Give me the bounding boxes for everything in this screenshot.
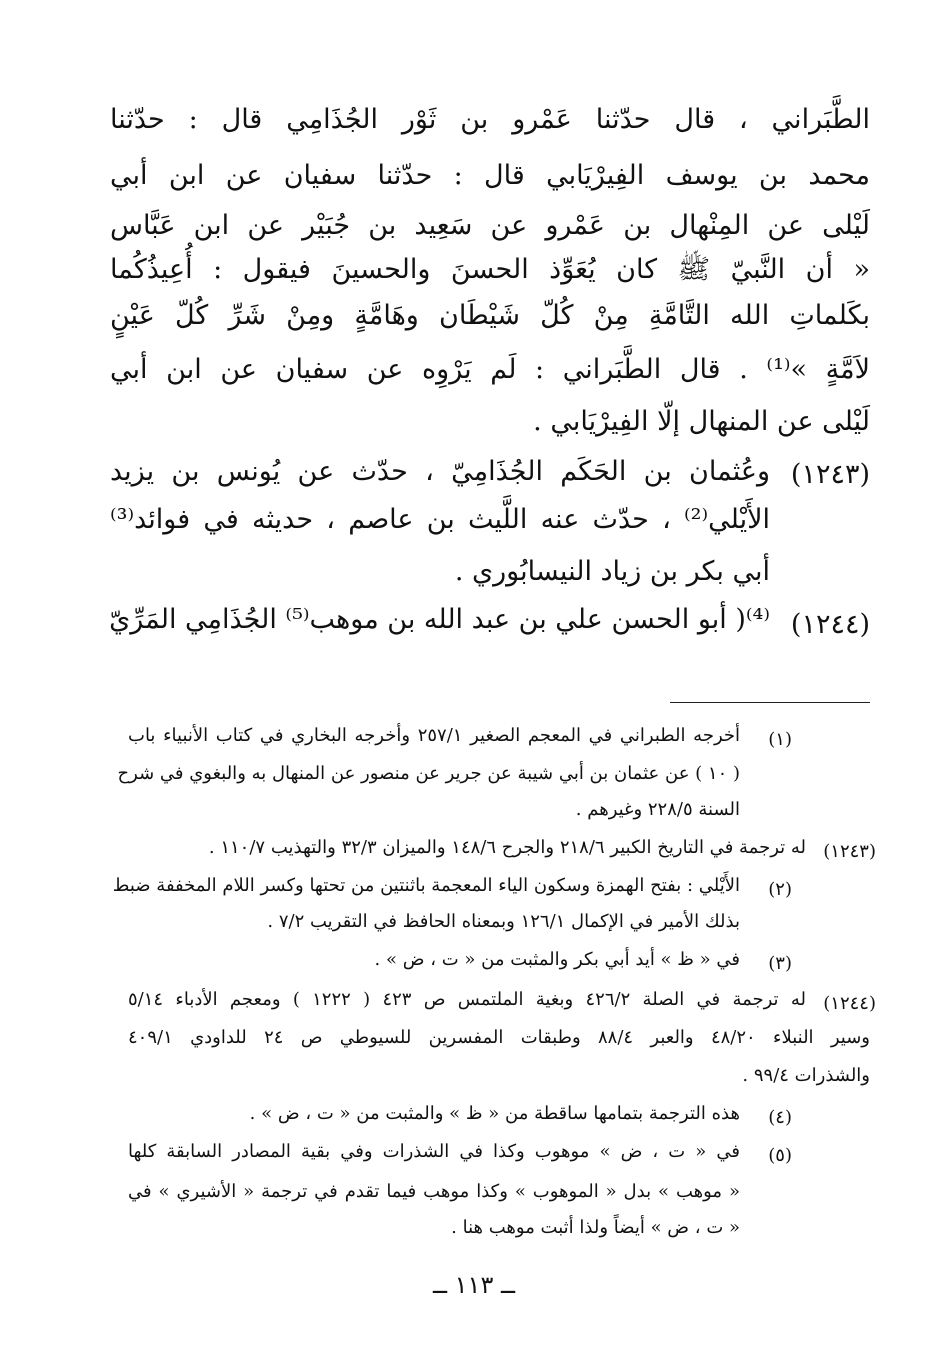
main-line-4: « أن النَّبيّ ﷺ كان يُعَوِّذ الحسنَ والحسينَ فيقول : أُعِيذُكُما — [110, 254, 870, 285]
entry-1243-line-2: الأَيْلي⁽²⁾ ، حدّث عنه اللَّيث بن عاصم ، حديثه في فوائد⁽³⁾ — [110, 504, 770, 535]
footnote-1243-line-1: له ترجمة في التاريخ الكبير ٢١٨/٦ والجرح ١٤٨/٦ والميزان ٣٢/٣ والتهذيب ١١٠/٧ . — [208, 837, 806, 858]
footnote-2-line-1: الأَيْلي : بفتح الهمزة وسكون الياء المعجمة باثنتين من تحتها وكسر اللام المخففة ضبط — [112, 875, 740, 896]
footnote-marker-1244: (١٢٤٤) — [823, 993, 876, 1014]
page-number: ــ ١١٣ ــ — [432, 1271, 516, 1299]
main-line-6: لاَمَّةٍ »⁽¹⁾ . قال الطَّبَراني : لَم يَرْوِه عن سفيان عن ابن أبي — [110, 354, 871, 385]
footnote-2-line-2: بذلك الأمير في الإكمال ١٢٦/١ وبمعناه الحافظ في التقريب ٧/٢ . — [267, 911, 740, 932]
footnote-1-line-2: ( ١٠ ) عن عثمان بن أبي شيبة عن جرير عن منصور عن المنهال به والبغوي في شرح — [117, 763, 740, 784]
footnote-marker-5: (٥) — [768, 1145, 792, 1166]
footnote-5-line-3: « ت ، ض » أيضاً ولذا أثبت موهب هنا . — [451, 1217, 740, 1238]
footnote-1244-line-3: والشذرات ٩٩/٤ . — [742, 1065, 870, 1086]
entry-1243-line-3: أبي بكر بن زياد النيسابُوري . — [454, 556, 770, 587]
footnote-5-line-2: « موهب » بدل « الموهوب » وكذا موهب فيما تقدم في ترجمة « الأشيري » في — [128, 1181, 740, 1202]
entry-number-1243: (١٢٤٣) — [790, 459, 870, 490]
footnote-separator — [670, 702, 870, 703]
main-line-2: محمد بن يوسف الفِيرْيَابي قال : حدّثنا سفيان عن ابن أبي — [110, 160, 870, 191]
footnote-marker-4: (٤) — [768, 1107, 792, 1128]
footnote-1-line-1: أخرجه الطبراني في المعجم الصغير ٢٥٧/١ وأخرجه البخاري في كتاب الأنبياء باب — [128, 725, 741, 746]
main-line-3: لَيْلى عن المِنْهال بن عَمْرو عن سَعِيد بن جُبَيْر عن ابن عَبَّاس — [110, 210, 870, 241]
footnote-1-line-3: السنة ٢٢٨/٥ وغيرهم . — [575, 799, 740, 820]
footnote-marker-2: (٢) — [768, 879, 792, 900]
footnote-1244-line-2: وسير النبلاء ٤٨/٢٠ والعبر ٨٨/٤ وطبقات المفسرين للسيوطي ص ٢٤ للداودي ٤٠٩/١ — [128, 1027, 871, 1048]
footnote-5-line-1: في « ت ، ض » موهوب وكذا في الشذرات وفي بقية المصادر السابقة كلها — [128, 1141, 740, 1162]
entry-1244-line-1: ⁽⁴⁾( أبو الحسن علي بن عبد الله بن موهب⁽⁵⁾ الجُذَامِي المَرِّيّ — [109, 604, 770, 635]
footnote-1244-line-1: له ترجمة في الصلة ٤٢٦/٢ وبغية الملتمس ص ٤٢٣ ( ١٢٢٢ ) ومعجم الأدباء ٥/١٤ — [128, 989, 806, 1010]
main-line-5: بكَلماتِ الله التَّامَّةِ مِنْ كُلّ شَيْطَان وهَامَّةٍ ومِنْ شَرِّ كُلّ عَيْنٍ — [110, 300, 870, 331]
entry-number-1244: (١٢٤٤) — [790, 609, 870, 640]
footnote-4-line-1: هذه الترجمة بتمامها ساقطة من « ظ » والمثبت من « ت ، ض » . — [249, 1103, 740, 1124]
main-line-7: لَيْلى عن المنهال إلّا الفِيرْيَابي . — [533, 406, 870, 437]
footnote-marker-1: (١) — [768, 729, 792, 750]
footnote-marker-3: (٣) — [768, 953, 792, 974]
entry-1243-line-1: وعُثمان بن الحَكَم الجُذَامِيّ ، حدّث عن يُونس بن يزيد — [110, 456, 770, 487]
main-line-1: الطَّبَراني ، قال حدّثنا عَمْرو بن ثَوْر الجُذَامِي قال : حدّثنا — [110, 104, 870, 135]
footnote-marker-1243: (١٢٤٣) — [823, 841, 876, 862]
footnote-3-line-1: في « ظ » أيد أبي بكر والمثبت من « ت ، ض » . — [374, 949, 740, 970]
